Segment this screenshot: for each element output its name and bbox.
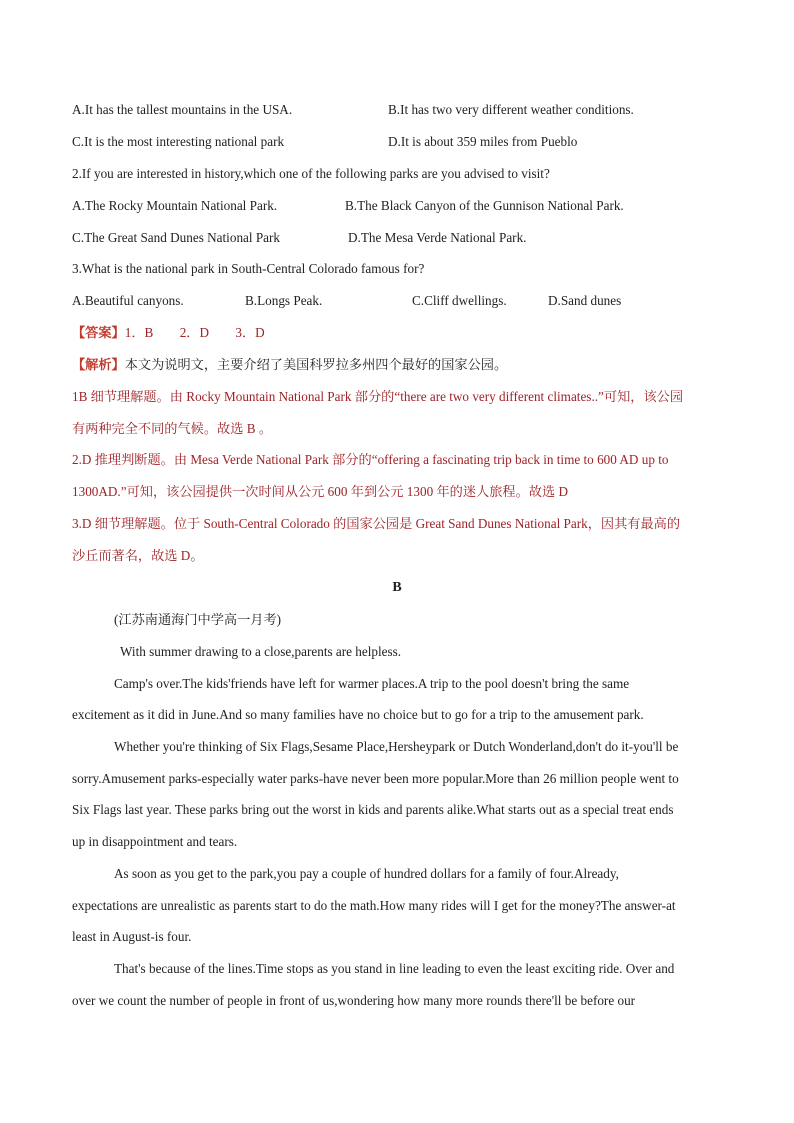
q3-option-c: C.Cliff dwellings. <box>412 293 507 308</box>
q3-option-b: B.Longs Peak. <box>245 293 323 308</box>
analysis-intro-line <box>72 355 507 375</box>
passage-line: Six Flags last year. These parks bring out the worst in kids and parents alike.What starts out as a special treat ends <box>72 802 674 817</box>
q1-option-d: D.It is about 359 miles from Pueblo <box>388 134 578 149</box>
passage-line: Camp's over.The kids'friends have left for warmer places.A trip to the pool doesn't bring the same <box>114 676 630 691</box>
answer-line <box>72 323 265 343</box>
analysis-line: 有两种完全不同的气候。故选 B 。 <box>72 421 273 436</box>
passage-source: (江苏南通海门中学高一月考) <box>114 612 282 627</box>
passage-line: least in August-is four. <box>72 929 192 944</box>
analysis-line: 3.D 细节理解题。位于 South-Central Colorado 的国家公园是 Great Sand Dunes National Park，因其有最高的 <box>72 516 681 531</box>
analysis-intro: 本文为说明文，主要介绍了美国科罗拉多州四个最好的国家公园。 <box>124 357 508 372</box>
analysis-label: 【解析】 <box>72 357 125 372</box>
q2-question: 2.If you are interested in history,which one of the following parks are you advised to visit? <box>72 166 550 181</box>
passage-line: up in disappointment and tears. <box>72 834 238 849</box>
analysis-line: 1B 细节理解题。由 Rocky Mountain National Park 部分的“there are two very different climates..”可知，该公园 <box>72 389 684 404</box>
passage-line: Whether you're thinking of Six Flags,Sesame Place,Hersheypark or Dutch Wonderland,don't do it-you'll be <box>114 739 679 754</box>
q3-question: 3.What is the national park in South-Central Colorado famous for? <box>72 261 425 276</box>
analysis-line: 2.D 推理判断题。由 Mesa Verde National Park 部分的“offering a fascinating trip back in time to 600 AD up to <box>72 452 669 467</box>
answer-label: 【答案】 <box>72 325 125 340</box>
q2-option-a: A.The Rocky Mountain National Park. <box>72 198 278 213</box>
passage-line: over we count the number of people in front of us,wondering how many more rounds there'll be before our <box>72 993 636 1008</box>
q1-option-b: B.It has two very different weather conditions. <box>388 102 634 117</box>
q1-option-a: A.It has the tallest mountains in the USA. <box>72 102 293 117</box>
q2-option-d: D.The Mesa Verde National Park. <box>348 230 527 245</box>
passage-line: expectations are unrealistic as parents start to do the math.How many rides will I get for the money?The answer-at <box>72 898 676 913</box>
q3-option-d: D.Sand dunes <box>548 293 622 308</box>
passage-line: As soon as you get to the park,you pay a couple of hundred dollars for a family of four.Already, <box>114 866 619 881</box>
passage-line: excitement as it did in June.And so many families have no choice but to go for a trip to the amusement park. <box>72 707 644 722</box>
q2-option-c: C.The Great Sand Dunes National Park <box>72 230 281 245</box>
passage-line: That's because of the lines.Time stops as you stand in line leading to even the least exciting ride. Over and <box>114 961 675 976</box>
section-heading: B <box>392 580 402 595</box>
analysis-line: 沙丘而著名，故选 D。 <box>72 548 204 563</box>
analysis-line: 1300AD.”可知，该公园提供一次时间从公元 600 年到公元 1300 年的迷人旅程。故选 D <box>72 484 568 499</box>
q1-option-c: C.It is the most interesting national park <box>72 134 285 149</box>
q3-option-a: A.Beautiful canyons. <box>72 293 184 308</box>
q2-option-b: B.The Black Canyon of the Gunnison National Park. <box>345 198 624 213</box>
answer-text: 1．B 2．D 3．D <box>124 325 265 340</box>
passage-line: sorry.Amusement parks-especially water parks-have never been more popular.More than 26 million people went to <box>72 771 679 786</box>
passage-line: With summer drawing to a close,parents are helpless. <box>120 644 402 659</box>
